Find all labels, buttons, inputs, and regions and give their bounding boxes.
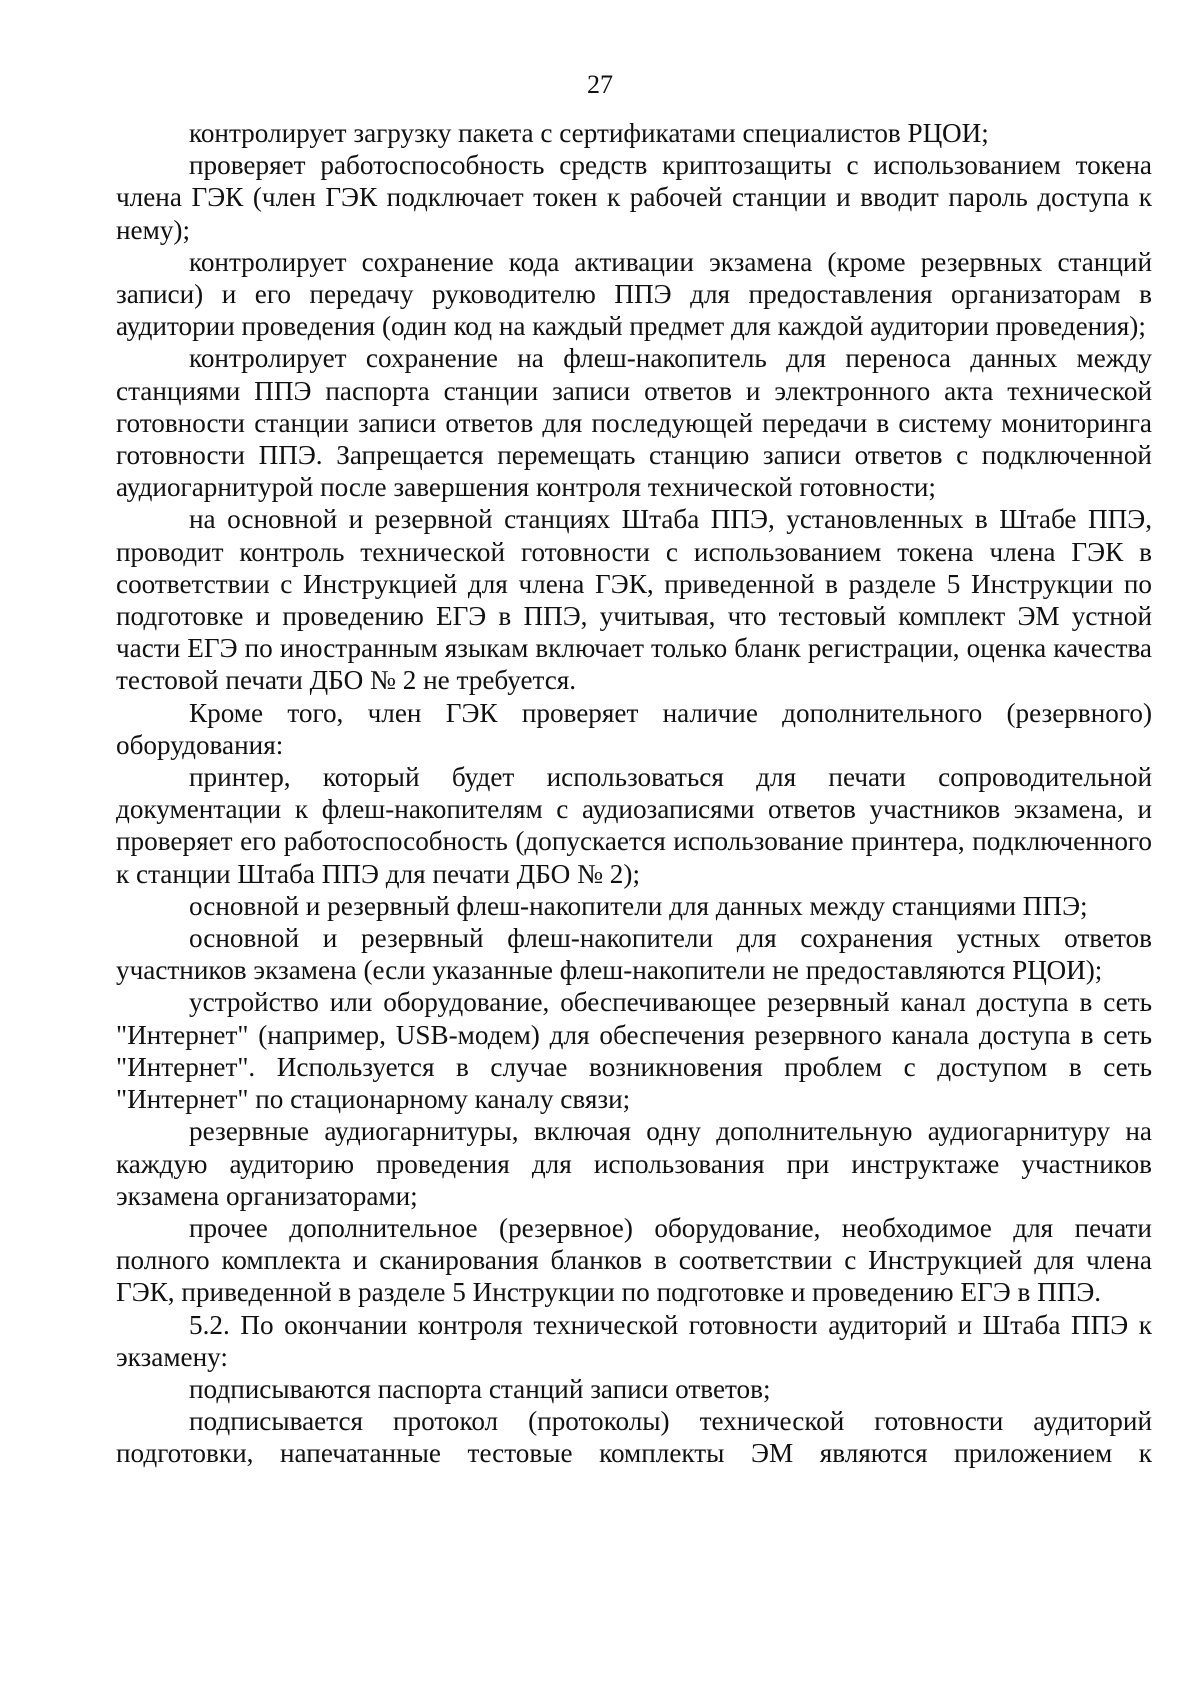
document-body (116, 117, 1152, 1470)
paragraph: подписываются паспорта станций записи ответов; (189, 1373, 771, 1404)
paragraph: подписывается протокол (протоколы) технической готовности аудиторий подготовки, напечатанные тестовые комплекты ЭМ являются приложением к (116, 1406, 1152, 1469)
paragraph: резервные аудиогарнитуры, включая одну дополнительную аудиогарнитуру на каждую аудиторию проведения для использования при инструктаже участников экзамена организаторами; (116, 1116, 1152, 1211)
paragraph: контролирует сохранение кода активации экзамена (кроме резервных станций записи) и его передачу руководителю ППЭ для предоставления организаторам в аудитории проведения (один код на каждый предмет для каждой аудитории проведения); (116, 246, 1152, 342)
paragraph: проверяет работоспособность средств криптозащиты с использованием токена члена ГЭК (член ГЭК подключает токен к рабочей станции и вводит пароль доступа к нему); (116, 150, 1152, 245)
paragraph: контролирует загрузку пакета с сертификатами специалистов РЦОИ; (189, 118, 989, 148)
paragraph: основной и резервный флеш-накопители для сохранения устных ответов участников экзамена (если указанные флеш-накопители не предоставляются РЦОИ); (116, 923, 1152, 986)
paragraph: прочее дополнительное (резервное) оборудование, необходимое для печати полного комплекта и сканирования бланков в соответствии с Инструкцией для члена ГЭК, приведенной в разделе 5 Инструкции по подготовке и проведению ЕГЭ в ППЭ. (116, 1212, 1152, 1308)
page-number: 27 (587, 70, 613, 99)
paragraph: Кроме того, член ГЭК проверяет наличие дополнительного (резервного) оборудования: (116, 697, 1152, 760)
paragraph: на основной и резервной станциях Штаба ППЭ, установленных в Штабе ППЭ, проводит контроль технической готовности с использованием токена члена ГЭК в соответствии с Инструкцией для члена ГЭК, приведенной в разделе 5 Инструкции по подготовке и проведению ЕГЭ в ППЭ, учитывая, что тестовый комплект ЭМ устной части ЕГЭ по иностранным языкам включает только бланк регистрации, оценка качества тестовой печати ДБО № 2 не требуется. (116, 504, 1152, 696)
paragraph: контролирует сохранение на флеш-накопитель для переноса данных между станциями ППЭ паспорта станции записи ответов и электронного акта технической готовности станции записи ответов для последующей передачи в систему мониторинга готовности ППЭ. Запрещается перемещать станцию записи ответов с подключенной аудиогарнитурой после завершения контроля технической готовности; (116, 343, 1152, 503)
paragraph: основной и резервный флеш-накопители для данных между станциями ППЭ; (189, 890, 1088, 921)
paragraph: 5.2. По окончании контроля технической готовности аудиторий и Штаба ППЭ к экзамену: (116, 1309, 1152, 1372)
paragraph: принтер, который будет использоваться для печати сопроводительной документации к флеш-накопителям с аудиозаписями ответов участников экзамена, и проверяет его работоспособность (допускается использование принтера, подключенного к станции Штаба ППЭ для печати ДБО № 2); (116, 762, 1152, 889)
paragraph: устройство или оборудование, обеспечивающее резервный канал доступа в сеть "Интернет" (например, USB-модем) для обеспечения резервного канала доступа в сеть "Интернет". Используется в случае возникновения проблем с доступом в сеть "Интернет" по стационарному каналу связи; (116, 987, 1152, 1115)
